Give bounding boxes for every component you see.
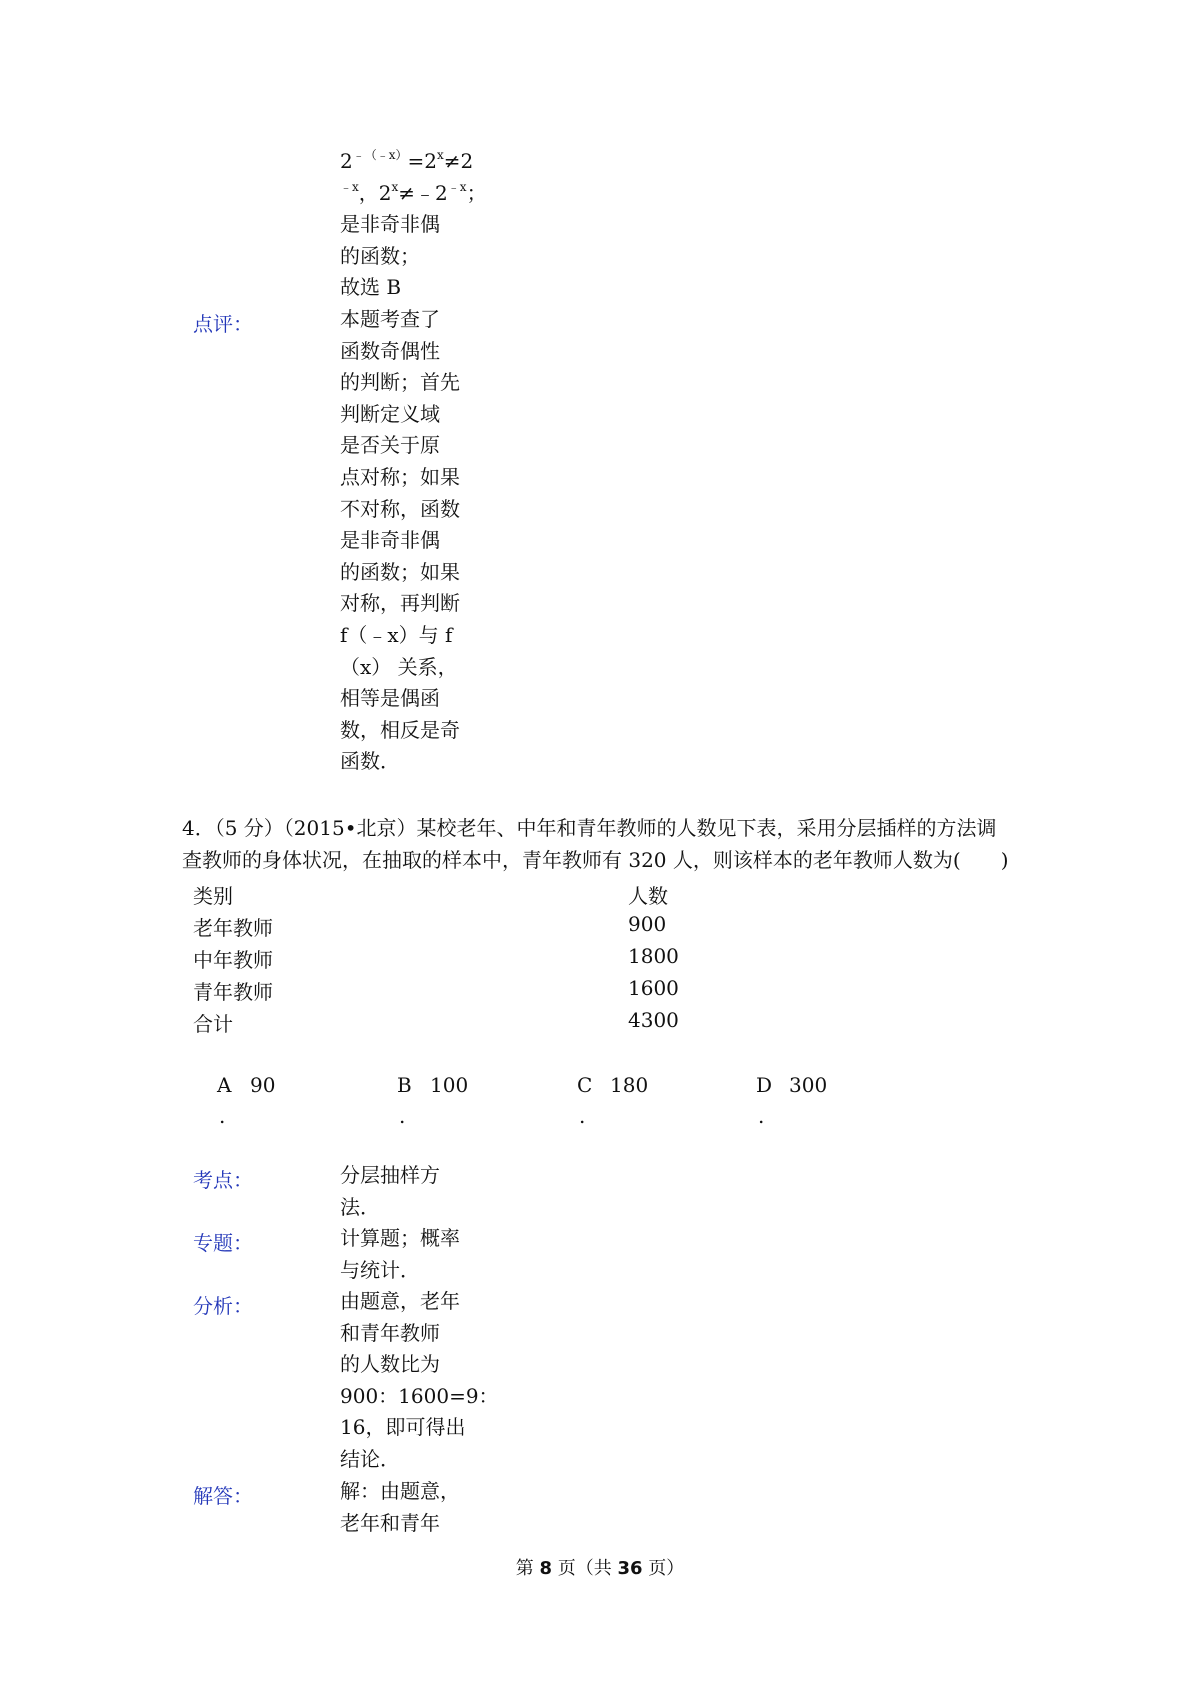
table-cell-count: 1600 (628, 976, 679, 1000)
current-page-number: 8 (539, 1558, 552, 1579)
comment-line: 判断定义域 (340, 401, 440, 426)
question-stem-line-2: 查教师的身体状况，在抽取的样本中，青年教师有 320 人，则该样本的老年教师人数为( ) (182, 848, 1009, 872)
solution-line: 是非奇非偶 (340, 212, 440, 237)
zhuanti-text (340, 1223, 480, 1286)
option-value: 180 (610, 1073, 649, 1097)
option-dot: . (219, 1104, 226, 1128)
total-page-number: 36 (617, 1558, 643, 1579)
comment-line: 本题考查了 (340, 307, 440, 331)
comment-line: 的函数；如果 (340, 559, 460, 584)
comment-line: 对称，再判断 (340, 591, 460, 616)
kaodian-line: 法． (340, 1194, 380, 1219)
comment-line: 是否关于原 (340, 433, 440, 458)
comment-label: 点评： (193, 312, 253, 336)
question-stem-line-1: 4．（5 分）（2015•北京）某校老年、中年和青年教师的人数见下表，采用分层插样的方法调 (182, 816, 997, 840)
comment-line: 函数奇偶性 (340, 338, 440, 363)
table-cell-category: 中年教师 (193, 948, 273, 972)
comment-text (340, 304, 480, 778)
comment-line: 数，相反是奇 (340, 717, 460, 742)
table-cell-count: 900 (628, 912, 667, 936)
kaodian-label: 考点： (193, 1168, 253, 1192)
option-value: 90 (250, 1073, 276, 1097)
fenxi-line: 和青年教师 (340, 1320, 440, 1345)
option-dot: . (758, 1104, 765, 1128)
jieda-label: 解答： (193, 1484, 253, 1508)
option-letter: A (217, 1073, 232, 1097)
table-cell-category: 老年教师 (193, 916, 273, 940)
solution-line: 故选 B (340, 275, 402, 300)
fenxi-line: 结论． (340, 1446, 400, 1471)
zhuanti-line: 计算题；概率 (340, 1226, 460, 1250)
zhuanti-label: 专题： (193, 1231, 253, 1255)
comment-line: 是非奇非偶 (340, 528, 440, 553)
zhuanti-line: 与统计． (340, 1257, 420, 1282)
kaodian-text (340, 1160, 480, 1223)
comment-line: 点对称；如果 (340, 464, 460, 489)
fenxi-line: 900：1600=9： (340, 1383, 499, 1408)
math-line-2: $^{﹣x}$，$2^x\ne﹣2^{﹣x}$； (340, 179, 487, 205)
math-line-1: $2^{﹣(﹣x)}=2^x\ne 2$ (340, 148, 474, 173)
fenxi-line: 16，即可得出 (340, 1415, 466, 1440)
jieda-text (340, 1476, 480, 1539)
solution-line: 的函数； (340, 243, 420, 268)
option-dot: . (399, 1104, 406, 1128)
comment-line: 相等是偶函 (340, 686, 440, 711)
table-header-count: 人数 (628, 884, 668, 908)
page-footer (0, 1554, 1200, 1580)
table-cell-category: 合计 (193, 1012, 233, 1036)
option-letter: D (756, 1073, 773, 1097)
jieda-line: 解：由题意， (340, 1479, 460, 1503)
option-value: 100 (430, 1073, 469, 1097)
fenxi-line: 由题意，老年 (340, 1289, 460, 1313)
comment-line: f（﹣x）与 f (340, 622, 453, 647)
solution-continuation (340, 146, 487, 304)
footer-suffix: 页） (648, 1558, 685, 1579)
option-value: 300 (789, 1073, 828, 1097)
comment-line: 不对称，函数 (340, 496, 460, 521)
table-cell-count: 1800 (628, 944, 679, 968)
comment-line: （x） 关系， (340, 654, 458, 679)
option-dot: . (579, 1104, 586, 1128)
footer-mid: 页（共 (557, 1558, 612, 1579)
footer-prefix: 第 (515, 1558, 534, 1579)
table-cell-category: 青年教师 (193, 980, 273, 1004)
fenxi-label: 分析： (193, 1294, 253, 1318)
table-header-category: 类别 (193, 884, 233, 908)
option-letter: B (397, 1073, 412, 1097)
table-cell-count: 4300 (628, 1008, 679, 1032)
jieda-line: 老年和青年 (340, 1510, 440, 1535)
fenxi-line: 的人数比为 (340, 1352, 440, 1377)
option-letter: C (577, 1073, 593, 1097)
kaodian-line: 分层抽样方 (340, 1163, 440, 1187)
fenxi-text (340, 1286, 499, 1476)
comment-line: 函数． (340, 749, 400, 774)
comment-line: 的判断；首先 (340, 370, 460, 395)
